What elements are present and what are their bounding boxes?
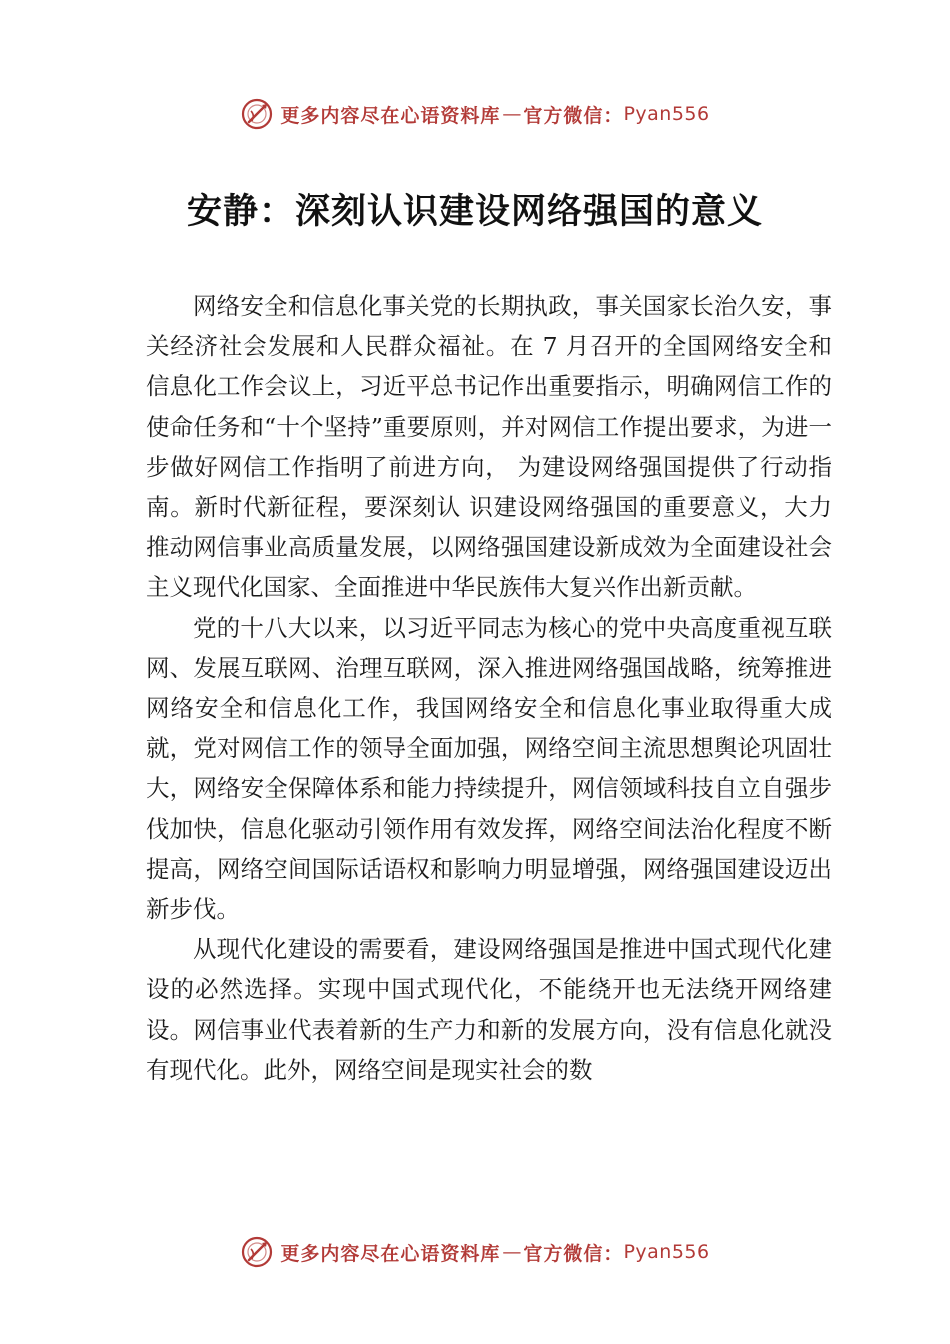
header-banner bbox=[0, 92, 950, 136]
brand-logo-icon bbox=[240, 1235, 274, 1269]
banner-wechat-id: Pyan556 bbox=[623, 1241, 710, 1263]
article-body bbox=[146, 286, 832, 1090]
article-title: 安静：深刻认识建设网络强国的意义 bbox=[186, 191, 763, 232]
banner-wechat-id: Pyan556 bbox=[623, 103, 710, 125]
brand-logo-icon bbox=[240, 97, 274, 131]
banner-dash: — bbox=[502, 1241, 522, 1263]
banner-dash: — bbox=[502, 103, 522, 125]
banner-slogan: 更多内容尽在心语资料库 bbox=[280, 1242, 501, 1265]
footer-banner bbox=[0, 1230, 950, 1274]
banner-wechat-label: 官方微信： bbox=[523, 104, 624, 127]
banner-slogan: 更多内容尽在心语资料库 bbox=[280, 104, 501, 127]
paragraph: 网络安全和信息化事关党的长期执政，事关国家长治久安，事关经济社会发展和人民群众福祉。在 7 月召开的全国网络安全和信息化工作会议上，习近平总书记作出重要指示，明确网信工作的使命任务和“十个坚持”重要原则，并对网信工作提出要求，为进一步做好网信工作指明了前进方向， 为建设网络强国提供了行动指南。新时代新征程，要深刻认 识建设网络强国的重要意义，大力推动网信事业高质量发展，以网络强国建设新成效为全面建设社会主义现代化国家、全面推进中华民族伟大复兴作出新贡献。 bbox=[146, 292, 832, 602]
paragraph: 党的十八大以来，以习近平同志为核心的党中央高度重视互联网、发展互联网、治理互联网，深入推进网络强国战略，统筹推进网络安全和信息化工作，我国网络安全和信息化事业取得重大成就，党对网信工作的领导全面加强，网络空间主流思想舆论巩固壮大，网络安全保障体系和能力持续提升，网信领域科技自立自强步伐加快，信息化驱动引领作用有效发挥，网络空间法治化程度不断提高，网络空间国际话语权和影响力明显增强，网络强国建设迈出新步伐。 bbox=[146, 613, 832, 924]
banner-wechat-label: 官方微信： bbox=[523, 1242, 624, 1265]
paragraph: 从现代化建设的需要看，建设网络强国是推进中国式现代化建设的必然选择。实现中国式现代化，不能绕开也无法绕开网络建设。网信事业代表着新的生产力和新的发展方向，没有信息化就没有现代化。此外，网络空间是现实社会的数 bbox=[146, 935, 832, 1084]
